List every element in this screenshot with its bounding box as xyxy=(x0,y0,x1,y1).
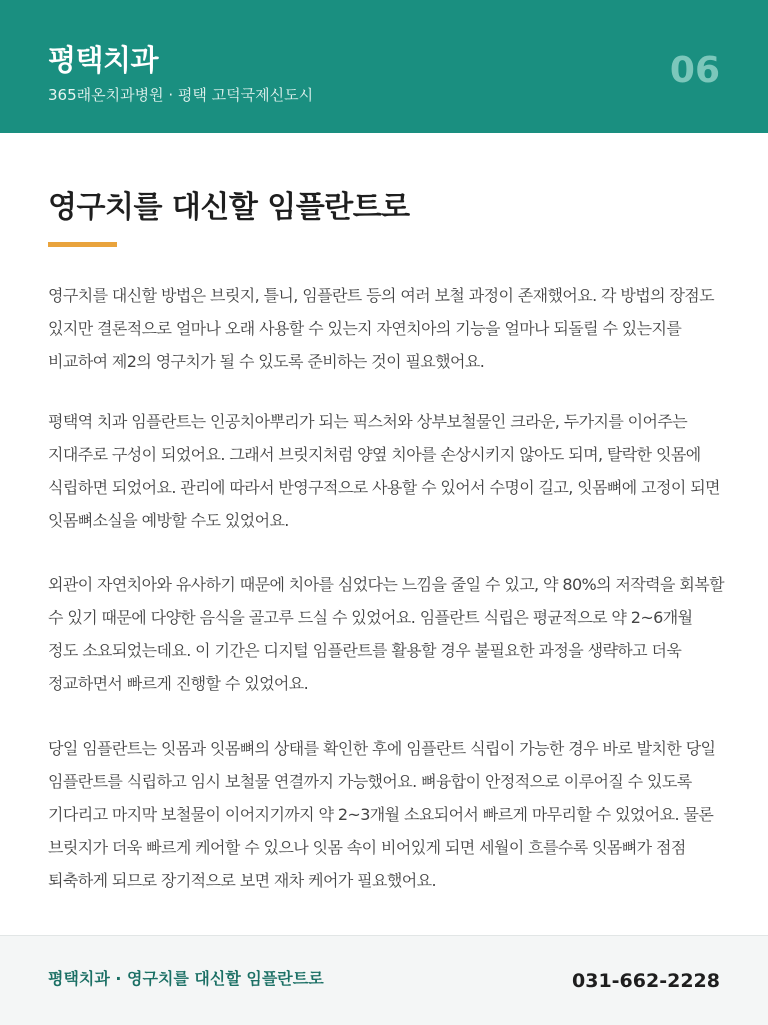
article-paragraph-4: 당일 임플란트는 잇몸과 잇몸뼈의 상태를 확인한 후에 임플란트 식립이 가능한 경우 바로 발치한 당일 임플란트를 식립하고 임시 보철물 연결까지 가능했어요. 뼈융합이 안정적으로 이루어질 수 있도록 기다리고 마지막 보철물이 이어지기까지 약 2~3개월 소요되어서 빠르게 마무리할 수 있었어요. 물론 브릿지가 더욱 빠르게 케어할 수 있으나 잇몸 속이 비어있게 되면 세월이 흐를수록 잇몸뼈가 점점 퇴축하게 되므로 장기적으로 보면 재차 케어가 필요했어요. xyxy=(48,739,716,890)
article-paragraph-1: 영구치를 대신할 방법은 브릿지, 틀니, 임플란트 등의 여러 보철 과정이 존재했어요. 각 방법의 장점도 있지만 결론적으로 얼마나 오래 사용할 수 있는지 자연치아의 기능을 얼마나 되돌릴 수 있는지를 비교하여 제2의 영구치가 될 수 있도록 준비하는 것이 필요했어요. xyxy=(48,286,715,371)
article-paragraph-3: 외관이 자연치아와 유사하기 때문에 치아를 심었다는 느낌을 줄일 수 있고, 약 80%의 저작력을 회복할 수 있기 때문에 다양한 음식을 골고루 드실 수 있었어요. 임플란트 식립은 평균적으로 약 2~6개월 정도 소요되었는데요. 이 기간은 디지털 임플란트를 활용할 경우 불필요한 과정을 생략하고 더욱 정교하면서 빠르게 진행할 수 있었어요. xyxy=(48,575,724,693)
brand-subtitle: 365래온치과병원 · 평택 고덕국제신도시 xyxy=(48,86,314,104)
footer-phone-number[interactable]: 031-662-2228 xyxy=(572,970,720,992)
page-footer xyxy=(0,935,768,1025)
brand-title: 평택치과 xyxy=(48,43,159,77)
article-title: 영구치를 대신할 임플란트로 xyxy=(48,190,410,225)
page-number: 06 xyxy=(669,50,720,91)
footer-label: 평택치과 · 영구치를 대신할 임플란트로 xyxy=(48,969,324,988)
article-paragraph-2: 평택역 치과 임플란트는 인공치아뿌리가 되는 픽스처와 상부보철물인 크라운, 두가지를 이어주는 지대주로 구성이 되었어요. 그래서 브릿지처럼 양옆 치아를 손상시키지 않아도 되며, 탈락한 잇몸에 식립하면 되었어요. 관리에 따라서 반영구적으로 사용할 수 있어서 수명이 길고, 잇몸뼈에 고정이 되면 잇몸뼈소실을 예방할 수도 있었어요. xyxy=(48,412,720,530)
page-header xyxy=(0,0,768,133)
title-accent-bar xyxy=(48,242,117,247)
